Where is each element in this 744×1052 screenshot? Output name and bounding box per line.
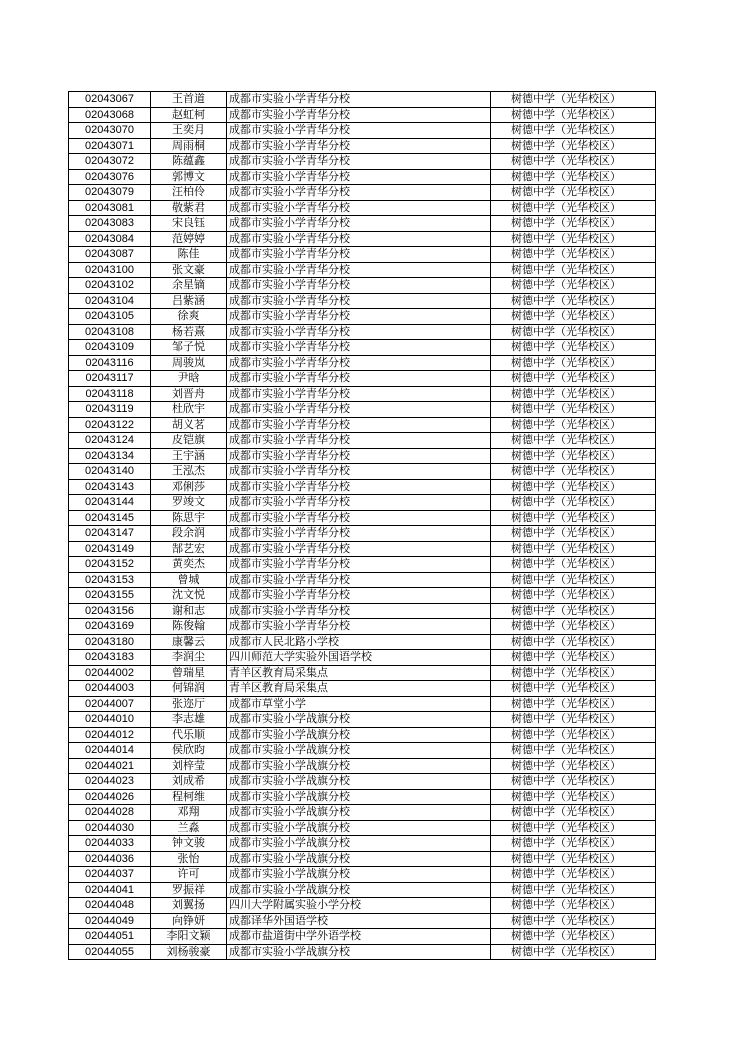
primary-school-cell: 成都市实验小学战旗分校 xyxy=(227,805,491,821)
table-row xyxy=(69,944,656,960)
primary-school-cell: 成都市实验小学青华分校 xyxy=(227,293,491,309)
admitted-school-cell: 树德中学（光华校区） xyxy=(491,727,656,743)
student-id-cell: 02043079 xyxy=(69,185,151,201)
primary-school-cell: 成都市实验小学青华分校 xyxy=(227,123,491,139)
admitted-school-cell: 树德中学（光华校区） xyxy=(491,123,656,139)
student-id-cell: 02044012 xyxy=(69,727,151,743)
table-row xyxy=(69,696,656,712)
student-id-cell: 02043169 xyxy=(69,619,151,635)
admitted-school-cell: 树德中学（光华校区） xyxy=(491,712,656,728)
student-id-cell: 02043070 xyxy=(69,123,151,139)
admitted-school-cell: 树德中学（光华校区） xyxy=(491,247,656,263)
admitted-school-cell: 树德中学（光华校区） xyxy=(491,92,656,108)
primary-school-cell: 成都市实验小学青华分校 xyxy=(227,588,491,604)
student-name-cell: 皮铠旗 xyxy=(151,433,227,449)
student-id-cell: 02044051 xyxy=(69,929,151,945)
table-row xyxy=(69,929,656,945)
table-row xyxy=(69,293,656,309)
student-id-cell: 02043104 xyxy=(69,293,151,309)
primary-school-cell: 成都市实验小学青华分校 xyxy=(227,417,491,433)
student-name-cell: 陈蕴鑫 xyxy=(151,154,227,170)
primary-school-cell: 成都市实验小学战旗分校 xyxy=(227,743,491,759)
admitted-school-cell: 树德中学（光华校区） xyxy=(491,402,656,418)
primary-school-cell: 成都市实验小学青华分校 xyxy=(227,495,491,511)
table-row xyxy=(69,262,656,278)
student-name-cell: 敬紫君 xyxy=(151,200,227,216)
student-id-cell: 02044026 xyxy=(69,789,151,805)
primary-school-cell: 成都市实验小学青华分校 xyxy=(227,231,491,247)
student-id-cell: 02043067 xyxy=(69,92,151,108)
primary-school-cell: 成都市实验小学青华分校 xyxy=(227,464,491,480)
student-id-cell: 02043118 xyxy=(69,386,151,402)
student-name-cell: 许可 xyxy=(151,867,227,883)
primary-school-cell: 成都市实验小学青华分校 xyxy=(227,510,491,526)
table-row xyxy=(69,634,656,650)
student-id-cell: 02043152 xyxy=(69,557,151,573)
student-name-cell: 程柯维 xyxy=(151,789,227,805)
student-name-cell: 罗竣文 xyxy=(151,495,227,511)
admitted-school-cell: 树德中学（光华校区） xyxy=(491,464,656,480)
primary-school-cell: 成都市实验小学战旗分校 xyxy=(227,882,491,898)
table-row xyxy=(69,324,656,340)
admitted-school-cell: 树德中学（光华校区） xyxy=(491,107,656,123)
primary-school-cell: 成都市实验小学青华分校 xyxy=(227,479,491,495)
primary-school-cell: 成都市实验小学青华分校 xyxy=(227,247,491,263)
student-name-cell: 罗振祥 xyxy=(151,882,227,898)
primary-school-cell: 成都市实验小学战旗分校 xyxy=(227,851,491,867)
primary-school-cell: 青羊区教育局采集点 xyxy=(227,665,491,681)
student-name-cell: 向铮妍 xyxy=(151,913,227,929)
admitted-school-cell: 树德中学（光华校区） xyxy=(491,154,656,170)
admitted-school-cell: 树德中学（光华校区） xyxy=(491,572,656,588)
table-row xyxy=(69,727,656,743)
admitted-school-cell: 树德中学（光华校区） xyxy=(491,588,656,604)
student-id-cell: 02043109 xyxy=(69,340,151,356)
student-id-cell: 02043087 xyxy=(69,247,151,263)
student-name-cell: 郜艺宏 xyxy=(151,541,227,557)
table-row xyxy=(69,603,656,619)
student-id-cell: 02043145 xyxy=(69,510,151,526)
admitted-school-cell: 树德中学（光华校区） xyxy=(491,231,656,247)
admitted-school-cell: 树德中学（光华校区） xyxy=(491,541,656,557)
admitted-school-cell: 树德中学（光华校区） xyxy=(491,293,656,309)
admitted-school-cell: 树德中学（光华校区） xyxy=(491,805,656,821)
student-name-cell: 曾瑞星 xyxy=(151,665,227,681)
student-id-cell: 02043183 xyxy=(69,650,151,666)
admitted-school-cell: 树德中学（光华校区） xyxy=(491,681,656,697)
primary-school-cell: 成都市实验小学青华分校 xyxy=(227,262,491,278)
admitted-school-cell: 树德中学（光华校区） xyxy=(491,743,656,759)
student-name-cell: 沈文悦 xyxy=(151,588,227,604)
table-row xyxy=(69,371,656,387)
primary-school-cell: 成都市实验小学青华分校 xyxy=(227,557,491,573)
student-name-cell: 邓翔 xyxy=(151,805,227,821)
student-name-cell: 曾城 xyxy=(151,572,227,588)
table-row xyxy=(69,526,656,542)
student-name-cell: 邓俐莎 xyxy=(151,479,227,495)
student-name-cell: 刘成希 xyxy=(151,774,227,790)
student-id-cell: 02043102 xyxy=(69,278,151,294)
student-id-cell: 02044028 xyxy=(69,805,151,821)
table-row xyxy=(69,185,656,201)
admitted-school-cell: 树德中学（光华校区） xyxy=(491,789,656,805)
table-row xyxy=(69,107,656,123)
primary-school-cell: 成都市实验小学战旗分校 xyxy=(227,820,491,836)
student-name-cell: 李润尘 xyxy=(151,650,227,666)
table-row xyxy=(69,557,656,573)
student-name-cell: 张文豪 xyxy=(151,262,227,278)
primary-school-cell: 成都市实验小学青华分校 xyxy=(227,386,491,402)
admitted-school-cell: 树德中学（光华校区） xyxy=(491,619,656,635)
admitted-school-cell: 树德中学（光华校区） xyxy=(491,510,656,526)
admitted-school-cell: 树德中学（光华校区） xyxy=(491,758,656,774)
student-name-cell: 吕紫涵 xyxy=(151,293,227,309)
primary-school-cell: 成都市实验小学战旗分校 xyxy=(227,727,491,743)
student-id-cell: 02043140 xyxy=(69,464,151,480)
primary-school-cell: 成都市实验小学战旗分校 xyxy=(227,712,491,728)
student-id-cell: 02043100 xyxy=(69,262,151,278)
primary-school-cell: 成都市实验小学青华分校 xyxy=(227,185,491,201)
student-id-cell: 02044002 xyxy=(69,665,151,681)
primary-school-cell: 成都市实验小学青华分校 xyxy=(227,309,491,325)
admitted-school-cell: 树德中学（光华校区） xyxy=(491,216,656,232)
table-row xyxy=(69,231,656,247)
student-name-cell: 张迩厅 xyxy=(151,696,227,712)
table-row xyxy=(69,541,656,557)
student-id-cell: 02043081 xyxy=(69,200,151,216)
student-id-cell: 02044033 xyxy=(69,836,151,852)
admitted-school-cell: 树德中学（光华校区） xyxy=(491,526,656,542)
table-row xyxy=(69,588,656,604)
table-row xyxy=(69,216,656,232)
student-name-cell: 李阳文颖 xyxy=(151,929,227,945)
admitted-school-cell: 树德中学（光华校区） xyxy=(491,665,656,681)
student-id-cell: 02044030 xyxy=(69,820,151,836)
student-name-cell: 兰淼 xyxy=(151,820,227,836)
primary-school-cell: 成都市实验小学青华分校 xyxy=(227,402,491,418)
student-id-cell: 02043149 xyxy=(69,541,151,557)
primary-school-cell: 成都市实验小学青华分校 xyxy=(227,216,491,232)
student-id-cell: 02043105 xyxy=(69,309,151,325)
student-id-cell: 02043143 xyxy=(69,479,151,495)
table-row xyxy=(69,138,656,154)
student-id-cell: 02043084 xyxy=(69,231,151,247)
table-row xyxy=(69,154,656,170)
student-id-cell: 02044049 xyxy=(69,913,151,929)
admitted-school-cell: 树德中学（光华校区） xyxy=(491,371,656,387)
student-id-cell: 02044041 xyxy=(69,882,151,898)
admitted-school-cell: 树德中学（光华校区） xyxy=(491,929,656,945)
student-id-cell: 02043153 xyxy=(69,572,151,588)
student-name-cell: 尹晗 xyxy=(151,371,227,387)
primary-school-cell: 成都市实验小学青华分校 xyxy=(227,433,491,449)
student-id-cell: 02044021 xyxy=(69,758,151,774)
admitted-school-cell: 树德中学（光华校区） xyxy=(491,944,656,960)
admitted-school-cell: 树德中学（光华校区） xyxy=(491,913,656,929)
admission-table-body xyxy=(69,92,656,960)
primary-school-cell: 成都译华外国语学校 xyxy=(227,913,491,929)
admitted-school-cell: 树德中学（光华校区） xyxy=(491,557,656,573)
primary-school-cell: 成都市实验小学青华分校 xyxy=(227,278,491,294)
admitted-school-cell: 树德中学（光华校区） xyxy=(491,138,656,154)
student-name-cell: 周骏岚 xyxy=(151,355,227,371)
student-name-cell: 赵虹柯 xyxy=(151,107,227,123)
student-name-cell: 杨若熹 xyxy=(151,324,227,340)
admitted-school-cell: 树德中学（光华校区） xyxy=(491,479,656,495)
student-id-cell: 02043180 xyxy=(69,634,151,650)
table-row xyxy=(69,898,656,914)
student-name-cell: 段余润 xyxy=(151,526,227,542)
student-id-cell: 02044014 xyxy=(69,743,151,759)
student-id-cell: 02043117 xyxy=(69,371,151,387)
admitted-school-cell: 树德中学（光华校区） xyxy=(491,200,656,216)
primary-school-cell: 成都市实验小学青华分校 xyxy=(227,138,491,154)
table-row xyxy=(69,805,656,821)
table-row xyxy=(69,495,656,511)
table-row xyxy=(69,789,656,805)
table-row xyxy=(69,247,656,263)
primary-school-cell: 成都市实验小学青华分校 xyxy=(227,572,491,588)
primary-school-cell: 成都市盐道街中学外语学校 xyxy=(227,929,491,945)
admitted-school-cell: 树德中学（光华校区） xyxy=(491,185,656,201)
primary-school-cell: 成都市实验小学青华分校 xyxy=(227,340,491,356)
table-row xyxy=(69,650,656,666)
student-id-cell: 02043116 xyxy=(69,355,151,371)
student-name-cell: 李志雄 xyxy=(151,712,227,728)
table-row xyxy=(69,665,656,681)
student-name-cell: 黄奕杰 xyxy=(151,557,227,573)
admitted-school-cell: 树德中学（光华校区） xyxy=(491,774,656,790)
student-id-cell: 02044007 xyxy=(69,696,151,712)
admitted-school-cell: 树德中学（光华校区） xyxy=(491,324,656,340)
primary-school-cell: 成都市实验小学青华分校 xyxy=(227,371,491,387)
primary-school-cell: 成都市实验小学战旗分校 xyxy=(227,774,491,790)
table-row xyxy=(69,123,656,139)
admitted-school-cell: 树德中学（光华校区） xyxy=(491,417,656,433)
table-row xyxy=(69,169,656,185)
admitted-school-cell: 树德中学（光华校区） xyxy=(491,898,656,914)
student-id-cell: 02044003 xyxy=(69,681,151,697)
table-row xyxy=(69,867,656,883)
student-id-cell: 02044036 xyxy=(69,851,151,867)
student-id-cell: 02044010 xyxy=(69,712,151,728)
student-id-cell: 02043076 xyxy=(69,169,151,185)
table-row xyxy=(69,417,656,433)
admitted-school-cell: 树德中学（光华校区） xyxy=(491,278,656,294)
student-id-cell: 02043144 xyxy=(69,495,151,511)
admitted-school-cell: 树德中学（光华校区） xyxy=(491,836,656,852)
table-row xyxy=(69,820,656,836)
student-name-cell: 胡义茗 xyxy=(151,417,227,433)
admitted-school-cell: 树德中学（光华校区） xyxy=(491,650,656,666)
student-id-cell: 02043134 xyxy=(69,448,151,464)
admitted-school-cell: 树德中学（光华校区） xyxy=(491,262,656,278)
table-row xyxy=(69,758,656,774)
primary-school-cell: 成都市实验小学青华分校 xyxy=(227,169,491,185)
admitted-school-cell: 树德中学（光华校区） xyxy=(491,495,656,511)
primary-school-cell: 成都市实验小学战旗分校 xyxy=(227,944,491,960)
admitted-school-cell: 树德中学（光华校区） xyxy=(491,634,656,650)
student-name-cell: 张怡 xyxy=(151,851,227,867)
table-row xyxy=(69,712,656,728)
student-name-cell: 王首道 xyxy=(151,92,227,108)
primary-school-cell: 成都市实验小学青华分校 xyxy=(227,154,491,170)
admitted-school-cell: 树德中学（光华校区） xyxy=(491,867,656,883)
table-row xyxy=(69,402,656,418)
admitted-school-cell: 树德中学（光华校区） xyxy=(491,355,656,371)
student-name-cell: 范婷婷 xyxy=(151,231,227,247)
table-row xyxy=(69,743,656,759)
table-row xyxy=(69,479,656,495)
student-id-cell: 02044037 xyxy=(69,867,151,883)
student-id-cell: 02043119 xyxy=(69,402,151,418)
student-id-cell: 02043072 xyxy=(69,154,151,170)
table-row xyxy=(69,882,656,898)
primary-school-cell: 成都市实验小学青华分校 xyxy=(227,603,491,619)
student-id-cell: 02044023 xyxy=(69,774,151,790)
primary-school-cell: 四川师范大学实验外国语学校 xyxy=(227,650,491,666)
table-row xyxy=(69,572,656,588)
table-row xyxy=(69,913,656,929)
primary-school-cell: 成都市实验小学战旗分校 xyxy=(227,867,491,883)
student-name-cell: 谢和志 xyxy=(151,603,227,619)
student-id-cell: 02044048 xyxy=(69,898,151,914)
primary-school-cell: 青羊区教育局采集点 xyxy=(227,681,491,697)
table-row xyxy=(69,278,656,294)
student-name-cell: 陈俊翰 xyxy=(151,619,227,635)
table-row xyxy=(69,851,656,867)
student-name-cell: 刘杨骏豪 xyxy=(151,944,227,960)
primary-school-cell: 成都市实验小学青华分校 xyxy=(227,619,491,635)
student-name-cell: 余星镝 xyxy=(151,278,227,294)
table-row xyxy=(69,448,656,464)
student-id-cell: 02043155 xyxy=(69,588,151,604)
student-name-cell: 陈思宇 xyxy=(151,510,227,526)
table-row xyxy=(69,200,656,216)
student-name-cell: 周雨桐 xyxy=(151,138,227,154)
admitted-school-cell: 树德中学（光华校区） xyxy=(491,448,656,464)
table-row xyxy=(69,681,656,697)
table-row xyxy=(69,774,656,790)
student-name-cell: 宋良钰 xyxy=(151,216,227,232)
student-name-cell: 汪柏伶 xyxy=(151,185,227,201)
admitted-school-cell: 树德中学（光华校区） xyxy=(491,882,656,898)
student-name-cell: 邹子悦 xyxy=(151,340,227,356)
primary-school-cell: 成都市实验小学青华分校 xyxy=(227,200,491,216)
student-name-cell: 刘梓莹 xyxy=(151,758,227,774)
student-id-cell: 02044055 xyxy=(69,944,151,960)
primary-school-cell: 成都市实验小学青华分校 xyxy=(227,355,491,371)
primary-school-cell: 成都市实验小学青华分校 xyxy=(227,107,491,123)
primary-school-cell: 成都市草堂小学 xyxy=(227,696,491,712)
student-name-cell: 王奕月 xyxy=(151,123,227,139)
student-name-cell: 刘翼扬 xyxy=(151,898,227,914)
primary-school-cell: 成都市实验小学战旗分校 xyxy=(227,758,491,774)
primary-school-cell: 成都市实验小学青华分校 xyxy=(227,92,491,108)
table-row xyxy=(69,309,656,325)
student-name-cell: 代乐顺 xyxy=(151,727,227,743)
student-name-cell: 王宇涵 xyxy=(151,448,227,464)
admitted-school-cell: 树德中学（光华校区） xyxy=(491,309,656,325)
student-name-cell: 杜欣宇 xyxy=(151,402,227,418)
table-row xyxy=(69,433,656,449)
table-row xyxy=(69,355,656,371)
admitted-school-cell: 树德中学（光华校区） xyxy=(491,433,656,449)
student-id-cell: 02043083 xyxy=(69,216,151,232)
student-name-cell: 徐爽 xyxy=(151,309,227,325)
student-id-cell: 02043147 xyxy=(69,526,151,542)
admitted-school-cell: 树德中学（光华校区） xyxy=(491,696,656,712)
student-id-cell: 02043122 xyxy=(69,417,151,433)
student-id-cell: 02043071 xyxy=(69,138,151,154)
primary-school-cell: 成都市实验小学青华分校 xyxy=(227,448,491,464)
table-row xyxy=(69,836,656,852)
table-row xyxy=(69,340,656,356)
student-id-cell: 02043124 xyxy=(69,433,151,449)
primary-school-cell: 成都市实验小学青华分校 xyxy=(227,526,491,542)
primary-school-cell: 成都市实验小学青华分校 xyxy=(227,541,491,557)
student-id-cell: 02043156 xyxy=(69,603,151,619)
student-name-cell: 王泓杰 xyxy=(151,464,227,480)
primary-school-cell: 成都市实验小学青华分校 xyxy=(227,324,491,340)
admitted-school-cell: 树德中学（光华校区） xyxy=(491,340,656,356)
student-name-cell: 刘晋舟 xyxy=(151,386,227,402)
admitted-school-cell: 树德中学（光华校区） xyxy=(491,851,656,867)
student-name-cell: 郭博文 xyxy=(151,169,227,185)
table-row xyxy=(69,386,656,402)
primary-school-cell: 成都市实验小学战旗分校 xyxy=(227,789,491,805)
admitted-school-cell: 树德中学（光华校区） xyxy=(491,820,656,836)
student-id-cell: 02043068 xyxy=(69,107,151,123)
admitted-school-cell: 树德中学（光华校区） xyxy=(491,169,656,185)
primary-school-cell: 成都市人民北路小学校 xyxy=(227,634,491,650)
student-name-cell: 陈佳 xyxy=(151,247,227,263)
table-row xyxy=(69,510,656,526)
student-name-cell: 侯欣昀 xyxy=(151,743,227,759)
table-row xyxy=(69,619,656,635)
primary-school-cell: 成都市实验小学战旗分校 xyxy=(227,836,491,852)
table-row xyxy=(69,464,656,480)
student-name-cell: 何锦润 xyxy=(151,681,227,697)
student-name-cell: 钟文骏 xyxy=(151,836,227,852)
admitted-school-cell: 树德中学（光华校区） xyxy=(491,603,656,619)
student-name-cell: 康馨云 xyxy=(151,634,227,650)
admission-table xyxy=(68,91,656,960)
primary-school-cell: 四川大学附属实验小学分校 xyxy=(227,898,491,914)
admitted-school-cell: 树德中学（光华校区） xyxy=(491,386,656,402)
table-row xyxy=(69,92,656,108)
student-id-cell: 02043108 xyxy=(69,324,151,340)
